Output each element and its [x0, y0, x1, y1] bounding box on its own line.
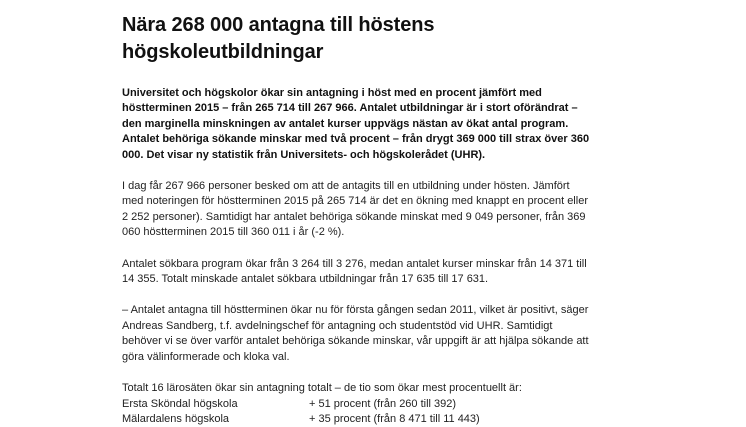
- school-change: + 35 procent (från 8 471 till 11 443): [309, 412, 592, 427]
- lead-paragraph: Universitet och högskolor ökar sin antagning i höst med en procent jämfört med höstterminen 2015 – från 265 714 till 267 966. Antalet utbildningar är i stort oförändrat – den marginella minskningen av antalet kurser uppvägs nästan av ökat antal program. Antalet behöriga sökande minskar med två procent – från drygt 369 000 till strax över 360 000. Det visar ny statistik från Universitets- och högskolerådet (UHR).: [122, 86, 592, 163]
- body-paragraph-2: Antalet sökbara program ökar från 3 264 till 3 276, medan antalet kurser minskar från 14 371 till 14 355. Totalt minskade antalet sökbara utbildningar från 17 635 till 17 631.: [122, 257, 592, 288]
- page-title: Nära 268 000 antagna till höstens högskoleutbildningar: [122, 12, 592, 66]
- school-name: Mälardalens högskola: [122, 412, 309, 427]
- list-item: [122, 397, 592, 412]
- list-intro-paragraph: Totalt 16 lärosäten ökar sin antagning totalt – de tio som ökar mest procentuellt är:: [122, 381, 592, 396]
- school-change: + 51 procent (från 260 till 392): [309, 397, 592, 412]
- quote-paragraph: – Antalet antagna till höstterminen ökar nu för första gången sedan 2011, vilket är positivt, säger Andreas Sandberg, t.f. avdelningschef för antagning och studentstöd vid UHR. Samtidigt behöver vi se över varför antalet behöriga sökande minskar, vår uppgift är att hjälpa sökande att göra välinformerade och kloka val.: [122, 303, 592, 365]
- body-paragraph-1: I dag får 267 966 personer besked om att de antagits till en utbildning under hösten. Jämfört med noteringen för höstterminen 2015 på 265 714 är det en ökning med knappt en procent eller 2 252 personer). Samtidigt har antalet behöriga sökande minskat med 9 049 personer, från 369 060 höstterminen 2015 till 360 011 i år (-2 %).: [122, 179, 592, 241]
- school-name: Ersta Sköndal högskola: [122, 397, 309, 412]
- press-release: [122, 12, 592, 427]
- school-list: [122, 397, 592, 427]
- list-item: [122, 412, 592, 427]
